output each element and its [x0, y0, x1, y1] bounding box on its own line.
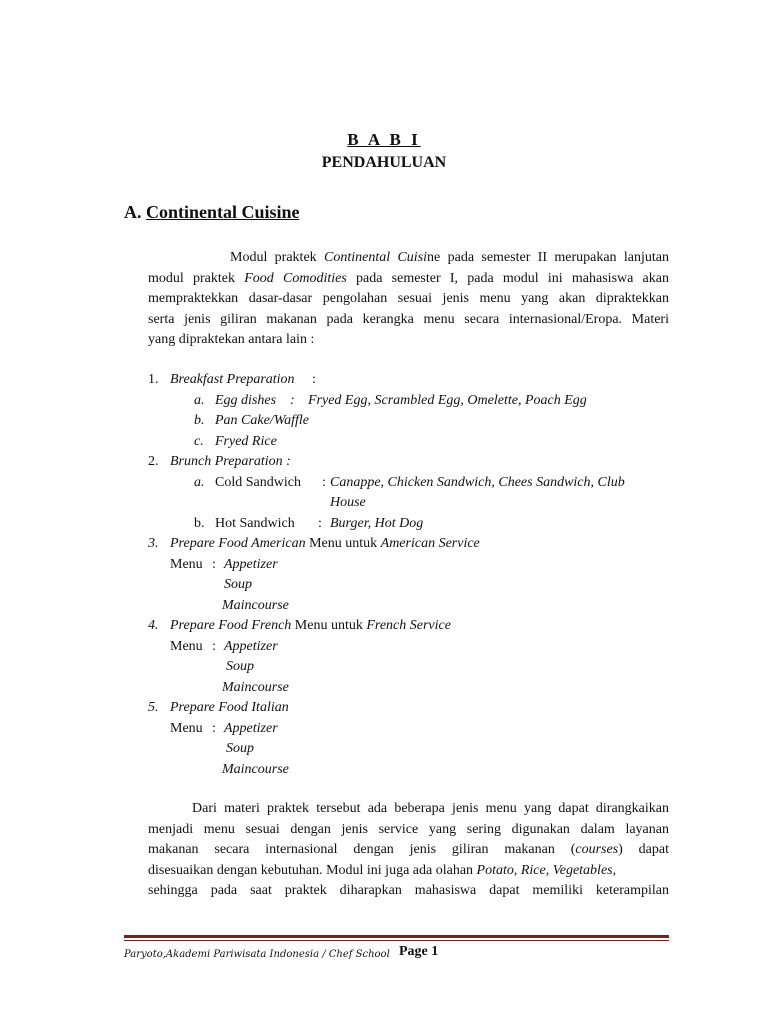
closing-line-1: Dari materi praktek tersebut ada beberapa jenis menu yang dapat dirangkaikan [192, 801, 669, 816]
intro-line-1: Modul praktek Continental Cuisine pada semester II merupakan lanjutan [230, 250, 669, 265]
materials-list: 1. Breakfast Preparation : a. Egg dishes : Fryed Egg, Scrambled Egg, Omelette, Poach Egg b. Pan Cake/Waffle c. Fryed Rice 2. Brunch Preparation : a. Cold Sandwich : Canappe, Chicken Sandwich, Chees Sandwich, Club House b. Hot Sandwich : Burger, Hot Dog 3. Prepare Food American Menu untuk American Service Menu : Appetizer Soup Maincourse 4. Prepare Food French Menu untuk French Service Menu : Appetizer Soup Maincourse 5. Prepare Food Italian Menu : Appetizer Soup Maincourse [148, 372, 625, 777]
intro-line-2: modul praktek Food Comodities pada semester I, pada modul ini mahasiswa akan [148, 270, 669, 286]
footer-rule-thin [124, 940, 669, 941]
list-item: 3. Prepare Food American Menu untuk American Service [148, 536, 480, 551]
closing-line-2: menjadi menu sesuai dengan jenis service yang sering digunakan dalam layanan [148, 821, 669, 837]
section-title: Continental Cuisine [146, 202, 300, 222]
footer-author: Paryoto,Akademi Pariwisata Indonesia / Chef School [124, 949, 390, 960]
closing-paragraph [148, 799, 669, 902]
closing-line-3: makanan secara internasional dengan jenis giliran makanan (courses) dapat [148, 842, 670, 858]
footer-rule [124, 935, 669, 938]
chapter-title: PENDAHULUAN [321, 154, 447, 171]
page-number: Page 1 [399, 944, 439, 959]
list-item: 4. Prepare Food French Menu untuk French Service [148, 618, 451, 633]
closing-line-5: sehingga pada saat praktek diharapkan mahasiswa dapat memiliki keterampilan [148, 883, 669, 899]
section-heading [124, 202, 300, 223]
intro-line-5: yang dipraktekan antara lain : [148, 332, 315, 348]
list-item: 5. Prepare Food Italian [148, 700, 289, 715]
intro-line-3: mempraktekkan dasar-dasar pengolahan sesuai jenis menu yang akan dipraktekkan [148, 291, 669, 307]
intro-line-4: serta jenis giliran makanan pada kerangka menu secara internasional/Eropa. Materi [148, 311, 669, 327]
list-item: 2. Brunch Preparation : [148, 454, 291, 469]
section-letter: A. [124, 202, 142, 222]
closing-line-4: disesuaikan dengan kebutuhan. Modul ini juga ada olahan Potato, Rice, Vegetables, [148, 862, 617, 878]
chapter-number: B A B I [347, 130, 421, 149]
list-item: 1. Breakfast Preparation : [148, 372, 316, 387]
intro-paragraph [148, 248, 669, 351]
